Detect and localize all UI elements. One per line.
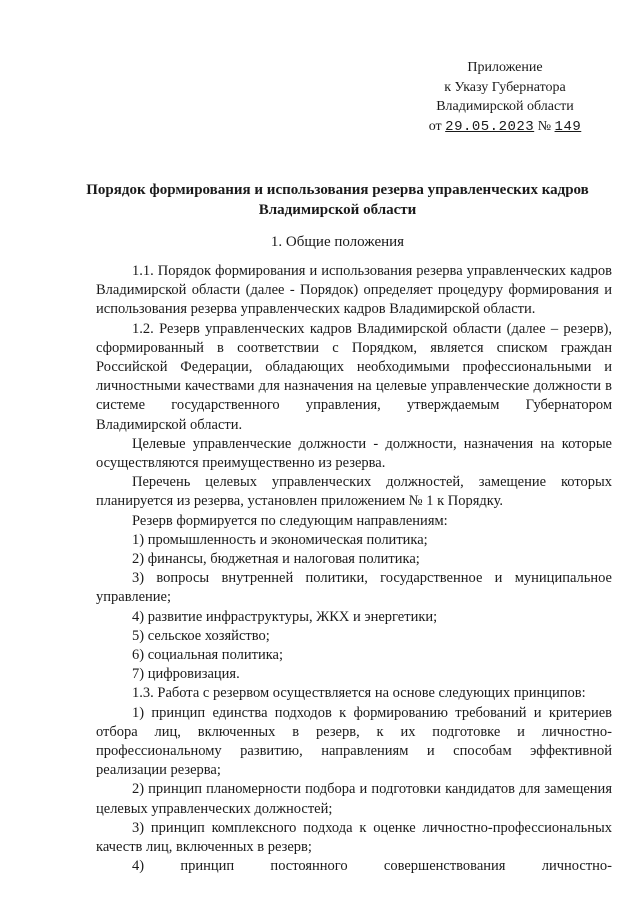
appendix-decree-ref: к Указу Губернатора <box>444 79 566 95</box>
document-body <box>96 262 612 877</box>
appendix-block <box>400 58 610 137</box>
date-prefix: от <box>428 118 442 134</box>
paragraph: 1.1. Порядок формирования и использования резерва управленческих кадров Владимирской области (далее - Порядок) определяет процедуру формирования и использования резерва управленческих кадров Владимирской области. <box>96 263 612 318</box>
list-item: 7) цифровизация. <box>132 666 240 683</box>
paragraph: Целевые управленческие должности - должности, назначения на которые осуществляются преимущественно из резерва. <box>96 435 612 472</box>
number-sign: № <box>537 118 552 134</box>
paragraph: 1.2. Резерв управленческих кадров Владимирской области (далее – резерв), сформированный в соответствии с Порядком, является списком граждан Российской Федерации, обладающих необходимыми профессиональными и личностными качествами для назначения на целевые управленческие должности в системе государственного управления, утверждаемым Губернатором Владимирской области. <box>96 320 612 433</box>
appendix-region: Владимирской области <box>436 99 574 114</box>
appendix-date-line <box>400 117 610 138</box>
appendix-label: Приложение <box>467 60 543 75</box>
list-item: 4) развитие инфраструктуры, ЖКХ и энергетики; <box>132 608 438 625</box>
list-item: 1) принцип единства подходов к формированию требований и критериев отбора лиц, включенных в резерв, к их подготовке и личностно-профессиональному развитию, направлениям и способам эффективной реализации резерва; <box>96 704 612 779</box>
paragraph: 1.3. Работа с резервом осуществляется на основе следующих принципов: <box>132 685 586 702</box>
decree-number: 149 <box>554 118 582 135</box>
list-item: 4) принцип постоянного совершенствования личностно- <box>132 858 612 875</box>
list-item: 3) принцип комплексного подхода к оценке личностно-профессиональных качеств лиц, включенных в резерв; <box>96 819 612 856</box>
title-line-1: Порядок формирования и использования резерва управленческих кадров <box>86 182 589 198</box>
paragraph: Перечень целевых управленческих должностей, замещение которых планируется из резерва, установлен приложением № 1 к Порядку. <box>96 474 612 510</box>
paragraph: Резерв формируется по следующим направлениям: <box>132 512 448 529</box>
list-item: 2) финансы, бюджетная и налоговая политика; <box>132 551 420 568</box>
list-item: 6) социальная политика; <box>132 647 284 664</box>
list-item: 2) принцип планомерности подбора и подготовки кандидатов для замещения целевых управленческих должностей; <box>96 781 612 817</box>
list-item: 3) вопросы внутренней политики, государственное и муниципальное управление; <box>96 570 612 606</box>
document-title <box>60 180 615 220</box>
section-heading: 1. Общие положения <box>270 234 405 250</box>
title-line-2: Владимирской области <box>258 202 417 218</box>
decree-date: 29.05.2023 <box>445 118 535 135</box>
list-item: 5) сельское хозяйство; <box>132 627 270 644</box>
list-item: 1) промышленность и экономическая политика; <box>132 531 428 548</box>
